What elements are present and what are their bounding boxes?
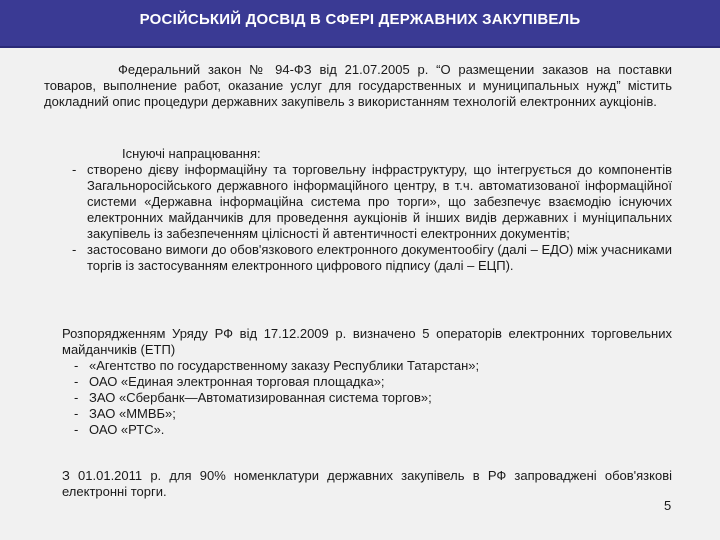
operator-item [62, 390, 672, 406]
operator-name: ОАО «Единая электронная торговая площадка»; [89, 374, 385, 389]
list-item [70, 242, 672, 274]
order-text: Розпорядженням Уряду РФ від 17.12.2009 р. визначено 5 операторів електронних торговельних майданчиків (ЕТП) [62, 326, 672, 357]
operator-name: ЗАО «Сбербанк—Автоматизированная система торгов»; [89, 390, 432, 405]
operator-name: ЗАО «ММВБ»; [89, 406, 176, 421]
existing-heading: Існуючі напрацювання: [122, 146, 261, 161]
dash-bullet: - [74, 406, 79, 421]
dash-bullet: - [74, 358, 79, 373]
operator-name: ОАО «РТС». [89, 422, 165, 437]
list-item [70, 162, 672, 242]
operator-item [62, 374, 672, 390]
final-text: З 01.01.2011 р. для 90% номенклатури державних закупівель в РФ запроваджені обов'язкові електронні торги. [62, 468, 672, 499]
final-paragraph [62, 468, 672, 500]
government-order-block [62, 326, 672, 438]
operators-list [62, 358, 672, 438]
intro-text: Федеральний закон № 94-ФЗ від 21.07.2005 р. “О размещении заказов на поставки товаров, выполнение работ, оказание услуг для государственных и муниципальных нужд” містить докладний опис процедури державних закупівель з використанням технологій електронних аукціонів. [44, 62, 672, 109]
list-item-text: застосовано вимоги до обов'язкового електронного документообігу (далі – ЕДО) між учасниками торгів із застосуванням електронного цифрового підпису (далі – ЕЦП). [87, 242, 672, 273]
page-number: 5 [664, 498, 672, 513]
dash-bullet: - [72, 162, 77, 177]
slide-title: РОСІЙСЬКИЙ ДОСВІД В СФЕРІ ДЕРЖАВНИХ ЗАКУПІВЕЛЬ [139, 11, 581, 28]
operator-item [62, 422, 672, 438]
dash-bullet: - [72, 242, 77, 257]
dash-bullet: - [74, 374, 79, 389]
operator-item [62, 358, 672, 374]
intro-paragraph [44, 62, 672, 110]
dash-bullet: - [74, 422, 79, 437]
operator-name: «Агентство по государственному заказу Республики Татарстан»; [89, 358, 480, 373]
list-item-text: створено дієву інформаційну та торговельну інфраструктуру, що інтегрується до компонентів Загальноросійського державного інформаційного центру, в т.ч. автоматизованої інформаційної системи «Державна інформаційна система про торги», що забезпечує взаємодію існуючих електронних майданчиків для проведення аукціонів й інших видів державних і муніципальних закупівель із забезпеченням цілісності й автентичності електронних документів; [87, 162, 672, 241]
dash-bullet: - [74, 390, 79, 405]
header-bar [0, 0, 720, 48]
operator-item [62, 406, 672, 422]
existing-developments [70, 146, 672, 274]
